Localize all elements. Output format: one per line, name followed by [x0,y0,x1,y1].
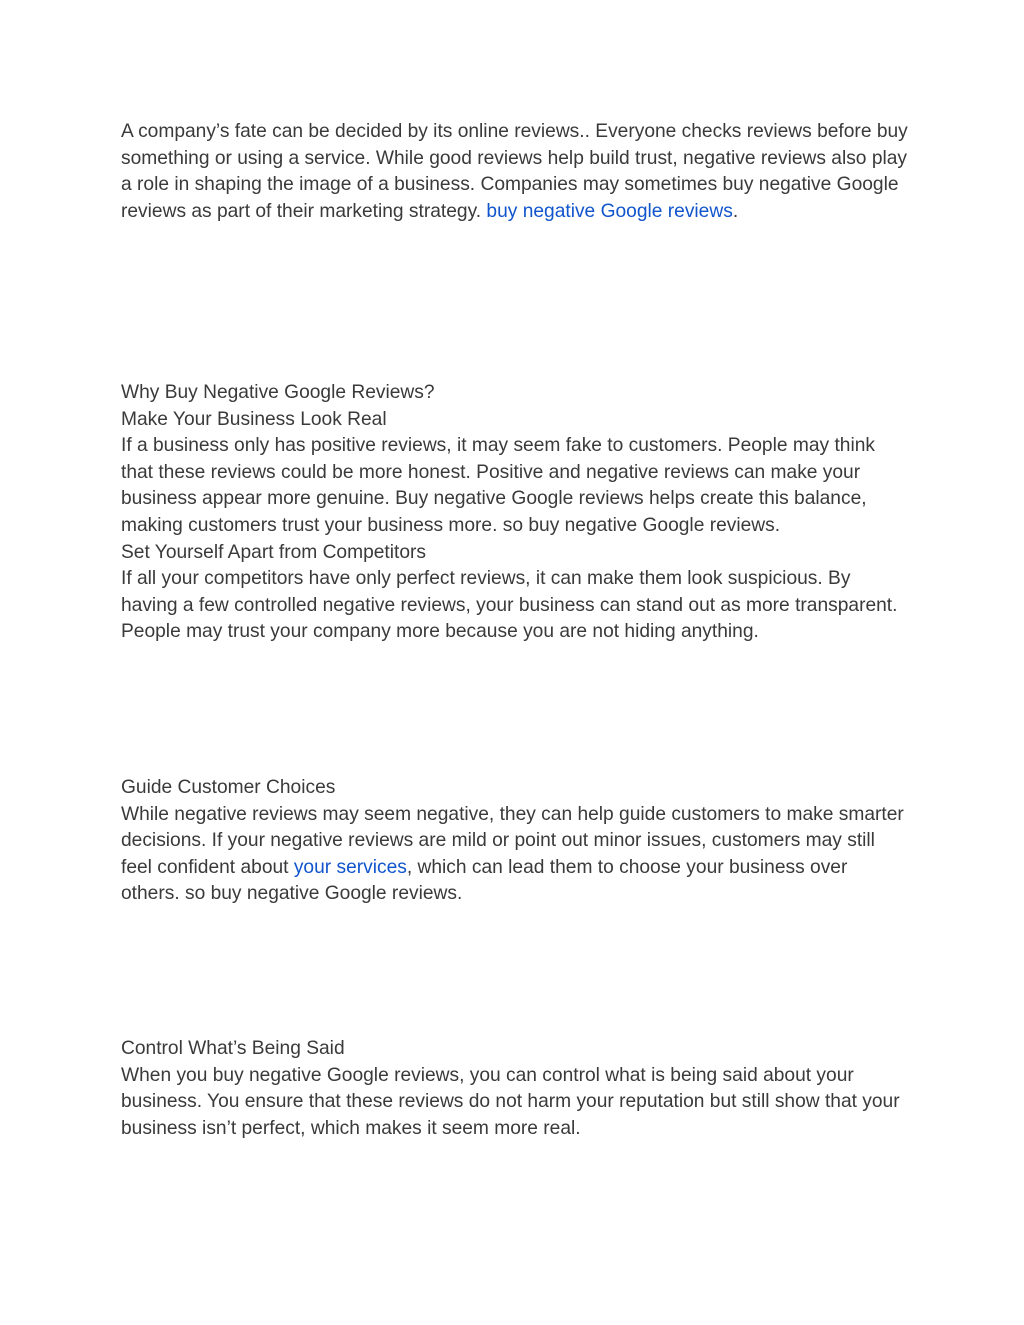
control-heading: Control What’s Being Said [121,1038,345,1059]
make-real-heading: Make Your Business Look Real [121,408,387,430]
intro-text: A company’s fate can be decided by its online reviews.. Everyone checks reviews before buy something or using a service. While good reviews help build trust, negative reviews also play a role in shaping the image of a business. Companies may sometimes buy negative Google reviews as part of their marketing strategy. [121,121,908,222]
intro-paragraph [121,119,911,225]
control-section [121,1036,911,1142]
guide-body-after: , which can lead them to choose your business over others. so buy negative Google reviews. [121,856,848,905]
set-apart-body: If all your competitors have only perfect reviews, it can make them look suspicious. By having a few controlled negative reviews, your business can stand out as more transparent. People may trust your company more because you are not hiding anything. [121,568,898,643]
buy-negative-google-reviews-link[interactable]: buy negative Google reviews [486,200,733,222]
control-body: When you buy negative Google reviews, you can control what is being said about your business. You ensure that these reviews do not harm your reputation but still show that your business isn’t perfect, which makes it seem more real. [121,1064,900,1139]
why-section [121,380,911,646]
intro-paragraph-block [121,119,911,225]
why-heading: Why Buy Negative Google Reviews? [121,382,435,403]
guide-heading: Guide Customer Choices [121,777,336,798]
guide-body [121,802,911,908]
set-apart-heading: Set Yourself Apart from Competitors [121,541,427,563]
your-services-link[interactable]: your services [293,856,407,878]
guide-section [121,775,911,908]
guide-body-before: While negative reviews may seem negative, they can help guide customers to make smarter decisions. If your negative reviews are mild or point out minor issues, customers may still feel confident about [121,803,904,878]
make-real-body: If a business only has positive reviews, it may seem fake to customers. People may think that these reviews could be more honest. Positive and negative reviews can make your business appear more genuine. Buy negative Google reviews helps create this balance, making customers trust your business more. so buy negative Google reviews. [121,435,875,536]
intro-period: . [732,200,739,222]
